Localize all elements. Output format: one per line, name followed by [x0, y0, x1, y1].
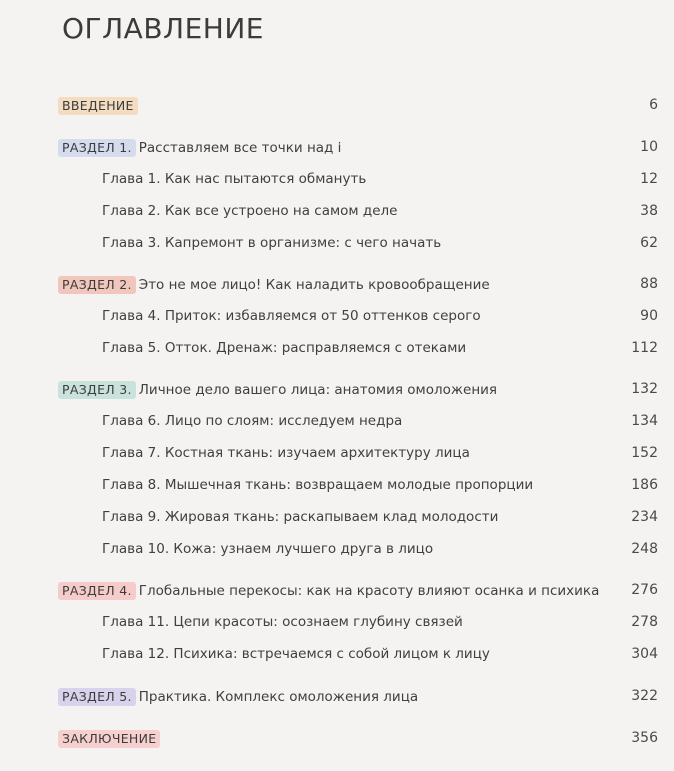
toc-entry-label	[102, 203, 397, 219]
toc-entry-label	[62, 139, 341, 157]
toc-section-row	[0, 579, 674, 603]
toc-chapter-row	[0, 538, 674, 562]
chapter-title: Глава 5. Отток. Дренаж: расправляемся с отеками	[102, 340, 467, 356]
toc-section-row	[0, 685, 674, 709]
page-number: 112	[631, 340, 658, 356]
page-number: 90	[640, 308, 658, 324]
toc-chapter-row	[0, 168, 674, 192]
page-number: 88	[640, 276, 658, 292]
chapter-title: Глава 8. Мышечная ткань: возвращаем молодые пропорции	[102, 477, 534, 493]
section-title: Личное дело вашего лица: анатомия омоложения	[138, 382, 498, 398]
toc-entry-label	[62, 97, 141, 115]
toc-entry-label	[62, 381, 497, 399]
toc-entry-label	[102, 477, 533, 493]
toc-entry-label	[102, 340, 466, 356]
toc-entry-label	[102, 171, 366, 187]
section-marker-highlight: РАЗДЕЛ 4.	[58, 582, 136, 600]
toc-chapter-row	[0, 232, 674, 256]
section-marker-highlight: РАЗДЕЛ 5.	[58, 688, 136, 706]
toc-chapter-row	[0, 611, 674, 635]
toc-chapter-row	[0, 410, 674, 434]
page-number: 356	[631, 730, 658, 746]
chapter-title: Глава 3. Капремонт в организме: с чего начать	[102, 235, 442, 251]
chapter-title: Глава 7. Костная ткань: изучаем архитектуру лица	[102, 445, 470, 461]
page-number: 276	[631, 582, 658, 598]
page-number: 322	[631, 688, 658, 704]
page-number: 152	[631, 445, 658, 461]
toc-entry-label	[62, 582, 599, 600]
section-marker-highlight: РАЗДЕЛ 2.	[58, 276, 136, 294]
section-marker-highlight: РАЗДЕЛ 3.	[58, 381, 136, 399]
toc-chapter-row	[0, 506, 674, 530]
page-number: 186	[631, 477, 658, 493]
page-number: 132	[631, 381, 658, 397]
page-number: 304	[631, 646, 658, 662]
page-number: 248	[631, 541, 658, 557]
toc-chapter-row	[0, 442, 674, 466]
toc-entry-label	[62, 276, 490, 294]
toc-entry-label	[102, 308, 481, 324]
chapter-title: Глава 2. Как все устроено на самом деле	[102, 203, 398, 219]
page-number: 134	[631, 413, 658, 429]
page-number: 62	[640, 235, 658, 251]
toc-entry-label	[102, 235, 441, 251]
toc-section-row	[0, 378, 674, 402]
section-marker-highlight: РАЗДЕЛ 1.	[58, 139, 136, 157]
toc-chapter-row	[0, 474, 674, 498]
page-number: 10	[640, 139, 658, 155]
toc-chapter-row	[0, 200, 674, 224]
toc-entry-label	[102, 509, 498, 525]
toc-chapter-row	[0, 337, 674, 361]
toc-entry-label	[62, 688, 418, 706]
section-title: Глобальные перекосы: как на красоту влияют осанка и психика	[138, 583, 600, 599]
chapter-title: Глава 9. Жировая ткань: раскапываем клад молодости	[102, 509, 499, 525]
toc-section-row	[0, 94, 674, 118]
toc-entry-label	[102, 445, 470, 461]
chapter-title: Глава 10. Кожа: узнаем лучшего друга в лицо	[102, 541, 434, 557]
toc-entry-label	[102, 541, 433, 557]
toc-entry-label	[102, 413, 402, 429]
toc-section-row	[0, 136, 674, 160]
section-title: Практика. Комплекс омоложения лица	[138, 689, 419, 705]
page-number: 12	[640, 171, 658, 187]
toc-chapter-row	[0, 643, 674, 667]
page-number: 38	[640, 203, 658, 219]
section-title: Это не мое лицо! Как наладить кровообращение	[138, 277, 490, 293]
toc-chapter-row	[0, 305, 674, 329]
page-number: 278	[631, 614, 658, 630]
toc-entry-label	[62, 730, 163, 748]
section-marker-highlight: ВВЕДЕНИЕ	[58, 97, 138, 115]
toc-section-row	[0, 727, 674, 751]
toc-section-row	[0, 273, 674, 297]
toc-entry-label	[102, 614, 463, 630]
toc-entry-label	[102, 646, 490, 662]
section-marker-highlight: ЗАКЛЮЧЕНИЕ	[58, 730, 160, 748]
section-title: Расставляем все точки над i	[138, 140, 342, 156]
page-title: ОГЛАВЛЕНИЕ	[62, 12, 264, 45]
chapter-title: Глава 6. Лицо по слоям: исследуем недра	[102, 413, 403, 429]
chapter-title: Глава 12. Психика: встречаемся с собой лицом к лицу	[102, 646, 490, 662]
page-number: 6	[649, 97, 658, 113]
page-number: 234	[631, 509, 658, 525]
chapter-title: Глава 1. Как нас пытаются обмануть	[102, 171, 367, 187]
chapter-title: Глава 4. Приток: избавляемся от 50 оттенков серого	[102, 308, 481, 324]
chapter-title: Глава 11. Цепи красоты: осознаем глубину связей	[102, 614, 463, 630]
